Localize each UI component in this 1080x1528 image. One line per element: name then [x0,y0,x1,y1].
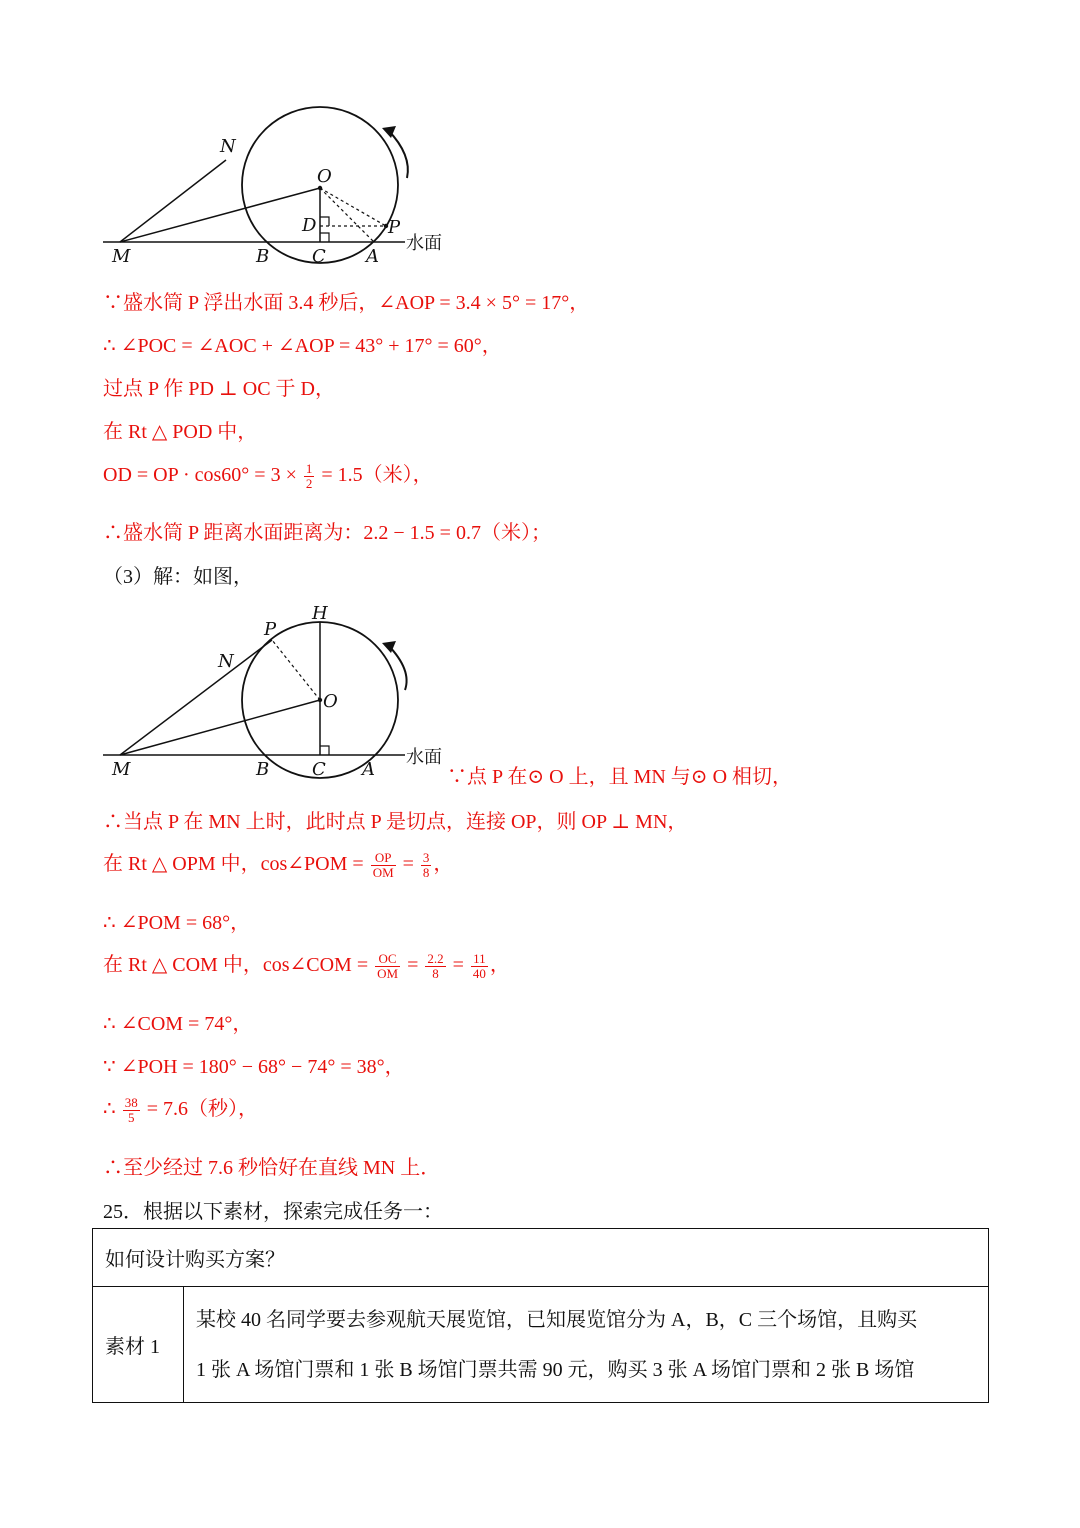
label-p: P [388,217,401,238]
right-angle-d [320,217,329,226]
label-n: N [220,136,236,157]
cos-pom-line: 在 Rt △ OPM 中，cos∠POM = $\frac{OP}{OM}$ = $\frac{3}{8}$ ， [103,849,454,880]
time-line: ∴ $\frac{38}{5}$ = 7.6（秒）， [103,1094,259,1125]
part3-heading: （3）解：如图， [103,566,253,588]
final-line: ∴至少经过 7.6 秒恰好在直线 MN 上． [103,1157,441,1179]
line-op-2 [272,640,320,700]
label-a: A [366,246,379,267]
right-angle-c [320,233,329,242]
label-c: C [312,246,326,267]
label-water: 水面 [406,233,442,254]
label-a-2: A [362,759,375,780]
material-table [92,1228,989,1403]
distance-line: ∴盛水筒 P 距离水面距离为：2.2 − 1.5 = 0.7（米）； [103,522,551,544]
tangent-line: ∵点 P 在⊙ O 上，且 MN 与⊙ O 相切， [447,766,793,788]
label-h: H [312,603,328,624]
diagram-2 [103,603,442,780]
material-label: 素材 1 [93,1287,184,1403]
label-m: M [112,246,131,267]
solution-line-3: 过点 P 作 PD ⊥ OC 于 D， [103,378,335,400]
line-mn [120,160,226,242]
label-c-2: C [312,759,326,780]
material-text: 某校 40 名同学要去参观航天展览馆，已知展览馆分为 A，B，C 三个场馆，且购买 1 张 A 场馆门票和 1 张 B 场馆门票共需 90 元，购买 3 张 A 场馆门票和 2 张 B 场馆 [184,1287,989,1403]
label-b: B [256,246,270,267]
cos-com-line: 在 Rt △ COM 中，cos∠COM = $\frac{OC}{OM}$ = $\frac{2.2}{8}$ = $\frac{11}{40}$ ， [103,950,510,981]
label-p-2: P [264,619,277,640]
od-line: OD = OP · cos60° = 3 × $\frac{1}{2}$ = 1.5（米）， [103,460,433,491]
solution-line-1: ∵盛水筒 P 浮出水面 3.4 秒后，∠AOP = 3.4 × 5° = 17°， [103,292,590,314]
line-mo-2 [120,700,320,755]
line-op [320,188,386,226]
line-mo [120,188,320,242]
label-b-2: B [256,759,270,780]
label-d: D [302,215,317,236]
label-m-2: M [112,759,131,780]
solution-line-4: 在 Rt △ POD 中， [103,421,258,443]
table-header: 如何设计购买方案？ [93,1229,989,1287]
pom-result: ∴ ∠POM = 68°， [103,912,251,934]
com-result: ∴ ∠COM = 74°， [103,1013,253,1035]
line-mn-2 [120,640,272,755]
poh-line: ∵ ∠POH = 180° − 68° − 74° = 38°， [103,1056,405,1078]
solution-line-2: ∴ ∠POC = ∠AOC + ∠AOP = 43° + 17° = 60°， [103,335,502,357]
line-oa [320,188,374,242]
tangent-conclusion: ∴当点 P 在 MN 上时，此时点 P 是切点，连接 OP，则 OP ⊥ MN， [103,811,688,833]
question-25-title: 25．根据以下素材，探索完成任务一： [103,1201,443,1223]
label-o: O [317,166,332,187]
label-water-2: 水面 [406,747,442,768]
label-o-2: O [323,691,338,712]
right-angle-c-2 [320,746,329,755]
label-n-2: N [218,651,234,672]
